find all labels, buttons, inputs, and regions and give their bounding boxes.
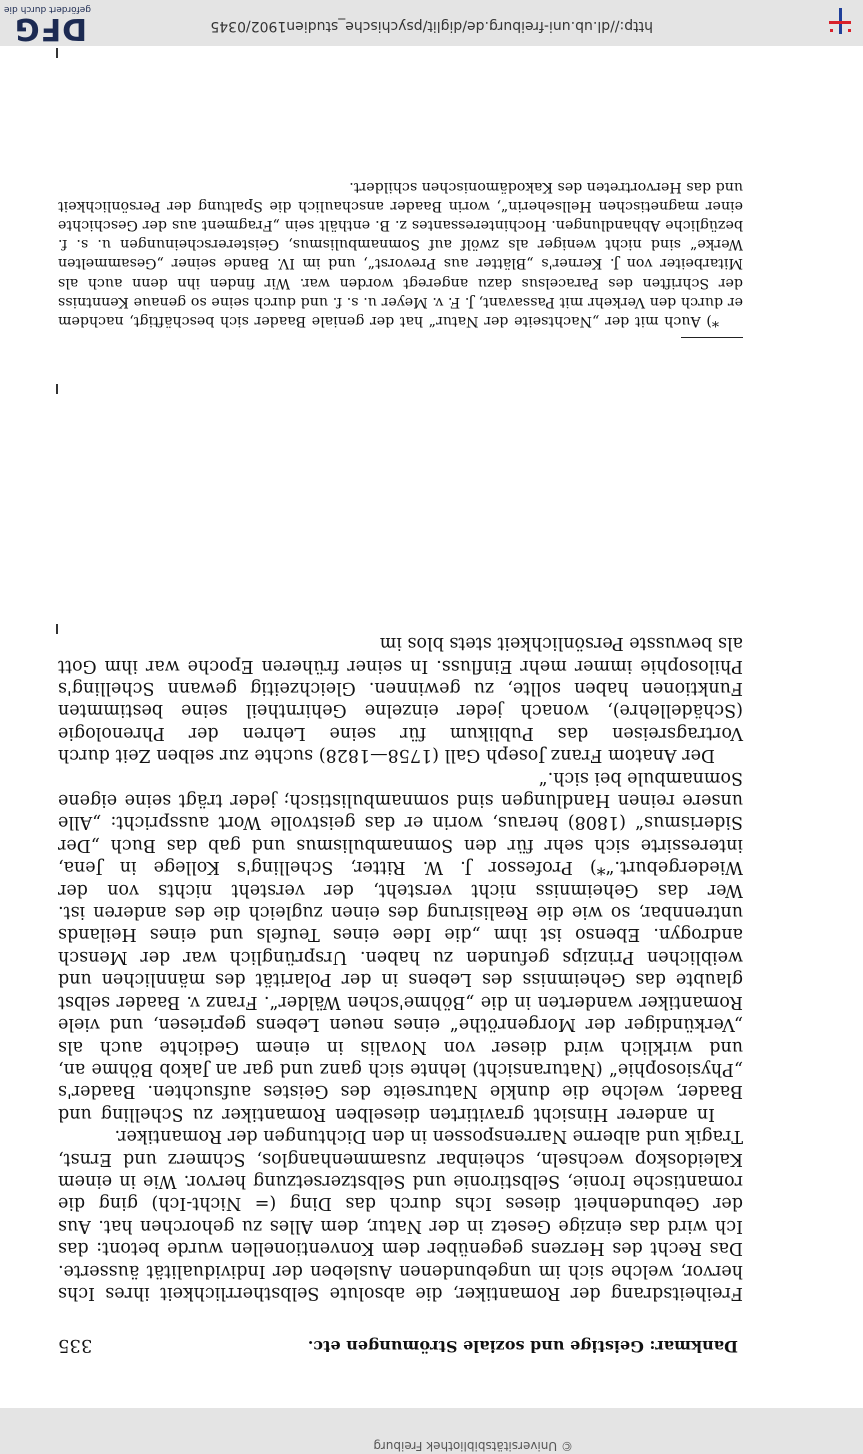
margin-mark [56, 624, 58, 634]
paragraph: Der Anatom Franz Joseph Gall (1758—1828) suchte zur selben Zeit durch Vortragsreisen das Publikum für seine Lehren der Phrenologie (Schädellehre), wonach jeder einzelne Gehirntheil seine bestimmten Funktionen haben sollte, zu gewinnen. Gleichzeitig gewann Schelling's Philosophie immer mehr Einfluss. In seiner früheren Epoche war ihm Gott als bewusste Persönlichkeit stets blos im [58, 633, 743, 766]
margin-mark [56, 48, 58, 58]
page-body [58, 632, 743, 1304]
viewer-top-bar [0, 0, 863, 46]
dfg-logo-subtitle: gefördert durch die [4, 4, 91, 14]
running-header [58, 1328, 738, 1356]
dfg-logo: DFG [14, 11, 88, 46]
footnote [58, 176, 743, 330]
margin-mark [56, 384, 58, 394]
header-title: Dankmar: Geistige und soziale Strömungen etc. [307, 1337, 738, 1356]
page-number: 335 [58, 1335, 93, 1356]
footnote-text: *) Auch mit der „Nachtseite der Natur“ hat der geniale Baader sich beschäftigt, nachdem er durch den Verkehr mit Passavant, J. F. v. Meyer u. s. f. und durch seine so genaue Kenntniss der Schriften des Paracelsus dazu angeregt worden war. Wir finden ihn denn auch als Mitarbeiter von J. Kerner's „Blätter aus Prevorst“, und im IV. Bande seiner „Gesammelten Werke“ sind nicht weniger als zwölf auf Somnambulismus, Geistererscheinungen u. s. f. bezügliche Abhandlungen. Hochinteressantes z. B. enthält sein „Fragment aus der Geschichte einer magnetischen Hellseherin“, worin Baader anschaulich die Spaltung der Persönlichkeit und das Hervortreten des Kakodämonischen schildert. [58, 178, 743, 329]
viewer-bottom-bar [0, 1408, 863, 1454]
copyright-text: © Universitätsbibliothek Freiburg [373, 1439, 573, 1453]
library-logo-icon [825, 6, 855, 36]
paragraph: Freiheitsdrang der Romantiker, die absolute Selbstherrlichkeit ihres Ichs hervor, welche sich im ungebundenen Ausleben der Individualität äusserte. Das Recht des Herzens gegenüber dem Konventionellen wurde betont: das Ich wird das einzige Gesetz in der Natur, dem Alles zu gehorchen hat. Aus der Gebundenheit dieses Ichs durch das Ding (= Nicht-Ich) ging die romantische Ironie, Selbstironie und Selbstzersetzung hervor. Wie in einem Kaleidoskop wechseln, scheinbar zusammenhanglos, Schmerz und Ernst, Tragik und alberne Narrenspossen in den Dichtungen der Romantiker. [58, 1126, 743, 1303]
paragraph: In anderer Hinsicht gravitirten dieselben Romantiker zu Schelling und Baader, welche die dunkle Naturseite des Geistes aufsuchten. Baader's „Physiosophie“ (Naturansicht) lehnte sich ganz und gar an Jakob Böhme an, und wirklich wird dieser von Novalis in einem Gedichte auch als „Verkündiger der Morgenröthe“ eines neuen Lebens gepriesen, und viele Romantiker wanderten in die „Böhme'schen Wälder“. Franz v. Baader selbst glaubte das Geheimniss des Lebens in der Polarität des männlichen und weiblichen Prinzips gefunden zu haben. Ursprünglich war der Mensch androgyn. Ebenso ist ihm „die Idee eines Teufels und eines Heilands untrennbar, so wie die Realisirung des einen zugleich die des anderen ist. Wer das Geheimniss nicht versteht, der versteht nichts von der Wiedergeburt.“*) Professor J. W. Ritter, Schelling's Kollege in Jena, interessirte sich sehr für den Somnambulismus und gab das Buch „Der Siderismus“ (1808) heraus, worin er das geistvolle Wort ausspricht: „Alle unsere reinen Handlungen sind somnambulistisch; jeder trägt seine eigene Somnambule bei sich.“ [58, 767, 743, 1124]
page-url[interactable]: http://dl.ub.uni-freiburg.de/diglit/psychische_studien1902/0345 [210, 18, 653, 34]
footnote-divider [681, 337, 743, 338]
